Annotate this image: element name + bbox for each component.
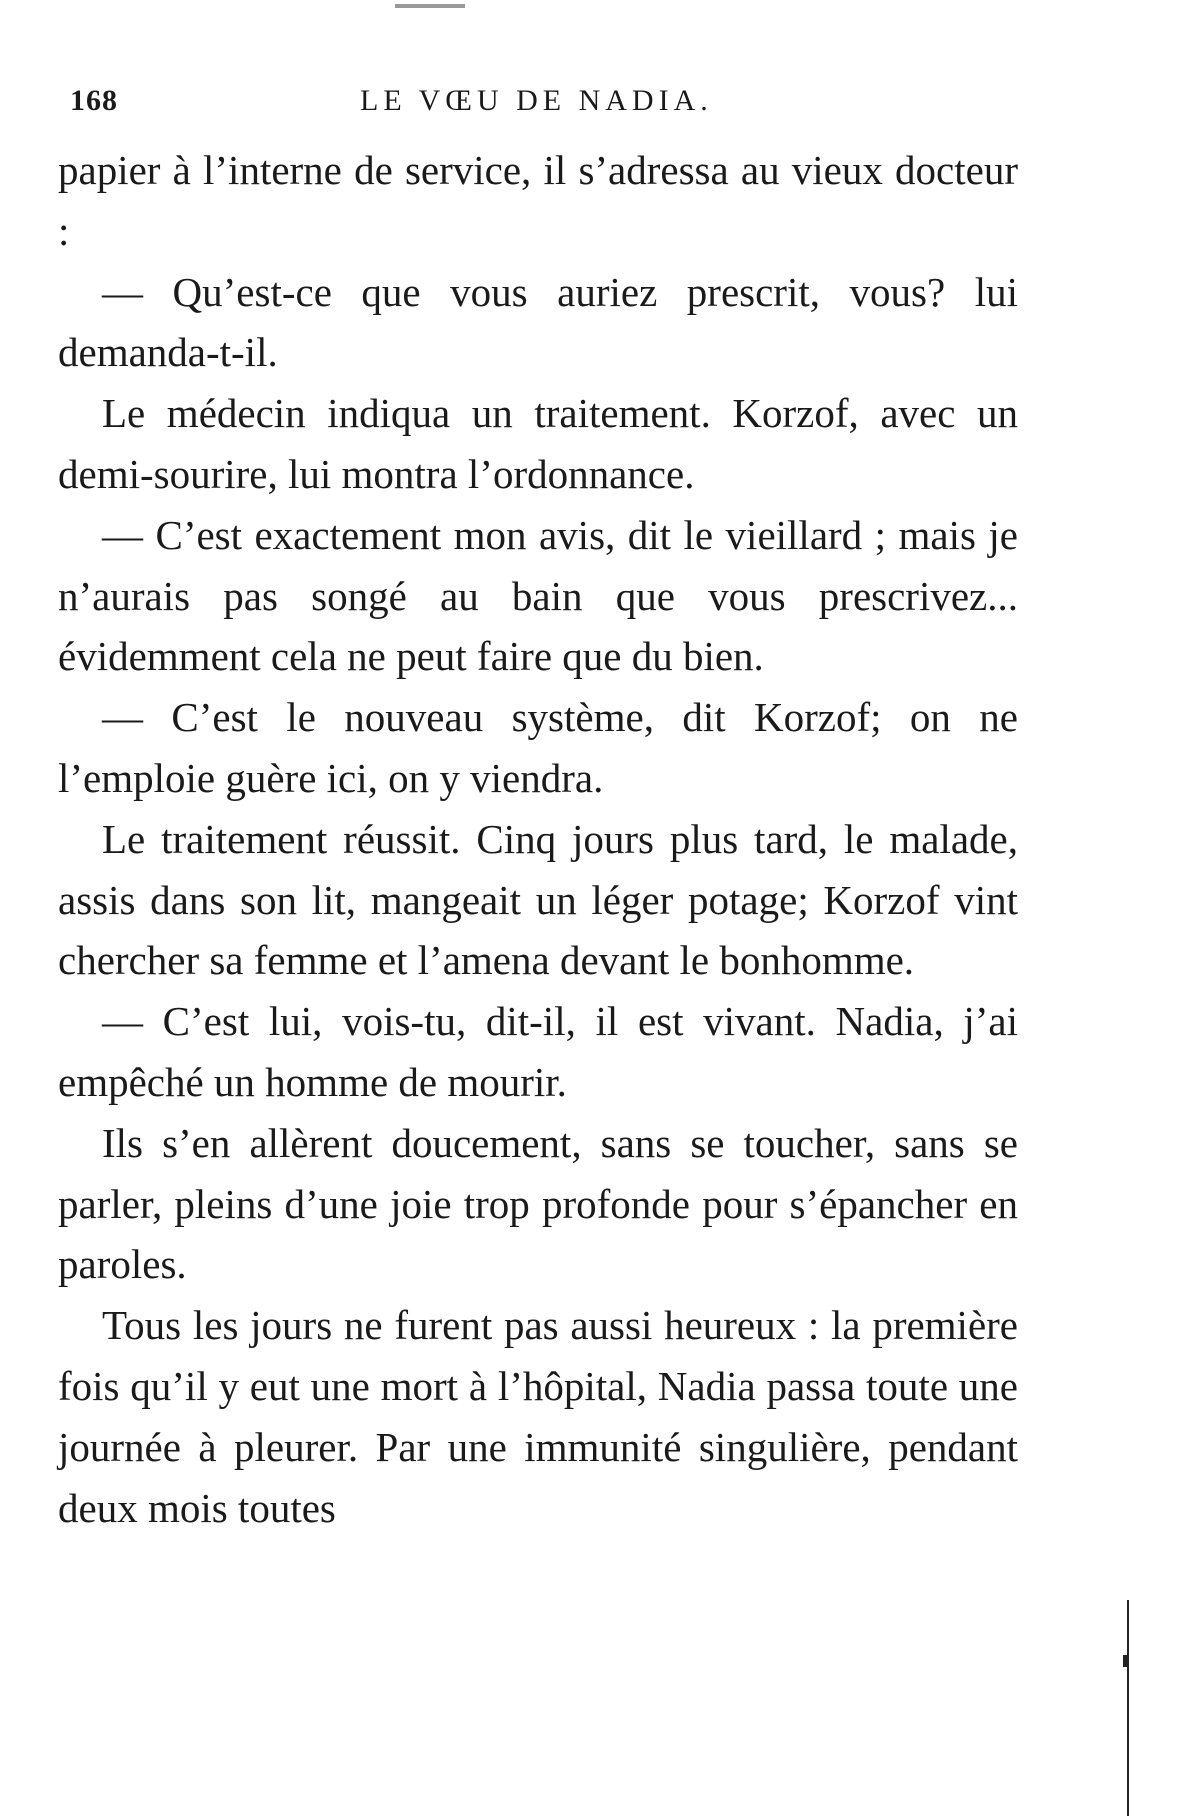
page-number: 168 <box>70 84 118 117</box>
page-edge-line <box>1127 1600 1129 1816</box>
paragraph: Tous les jours ne furent pas aussi heureux : la première fois qu’il y eut une mort à l’hôpital, Nadia passa toute une journée à pleurer. Par une immunité singulière, pendant deux mois toutes <box>58 1302 1018 1531</box>
paragraph: — C’est le nouveau système, dit Korzof; on ne l’emploie guère ici, on y viendra. <box>58 694 1018 801</box>
paragraph: Le traitement réussit. Cinq jours plus tard, le malade, assis dans son lit, mangeait un léger potage; Korzof vint chercher sa femme et l’amena devant le bonhomme. <box>58 815 1018 984</box>
paragraph: Le médecin indiqua un traitement. Korzof, avec un demi-sourire, lui montra l’ordonnance. <box>58 390 1018 497</box>
paragraph: — Qu’est-ce que vous auriez prescrit, vous? lui demanda-t-il. <box>58 268 1018 376</box>
running-head <box>70 84 1020 124</box>
body-text <box>58 140 1018 1538</box>
paragraph: papier à l’interne de service, il s’adressa au vieux docteur : <box>58 147 1018 254</box>
page-edge-tick <box>1123 1655 1129 1667</box>
running-title: LE VŒU DE NADIA. <box>360 84 713 117</box>
paragraph: — C’est lui, vois-tu, dit-il, il est vivant. Nadia, j’ai empêché un homme de mourir. <box>58 998 1018 1105</box>
paragraph: Ils s’en allèrent doucement, sans se toucher, sans se parler, pleins d’une joie trop profonde pour s’épancher en paroles. <box>58 1119 1018 1288</box>
paragraph: — C’est exactement mon avis, dit le vieillard ; mais je n’aurais pas songé au bain que vous prescrivez... évidemment cela ne peut faire que du bien. <box>58 511 1018 680</box>
scan-smudge <box>395 4 465 8</box>
